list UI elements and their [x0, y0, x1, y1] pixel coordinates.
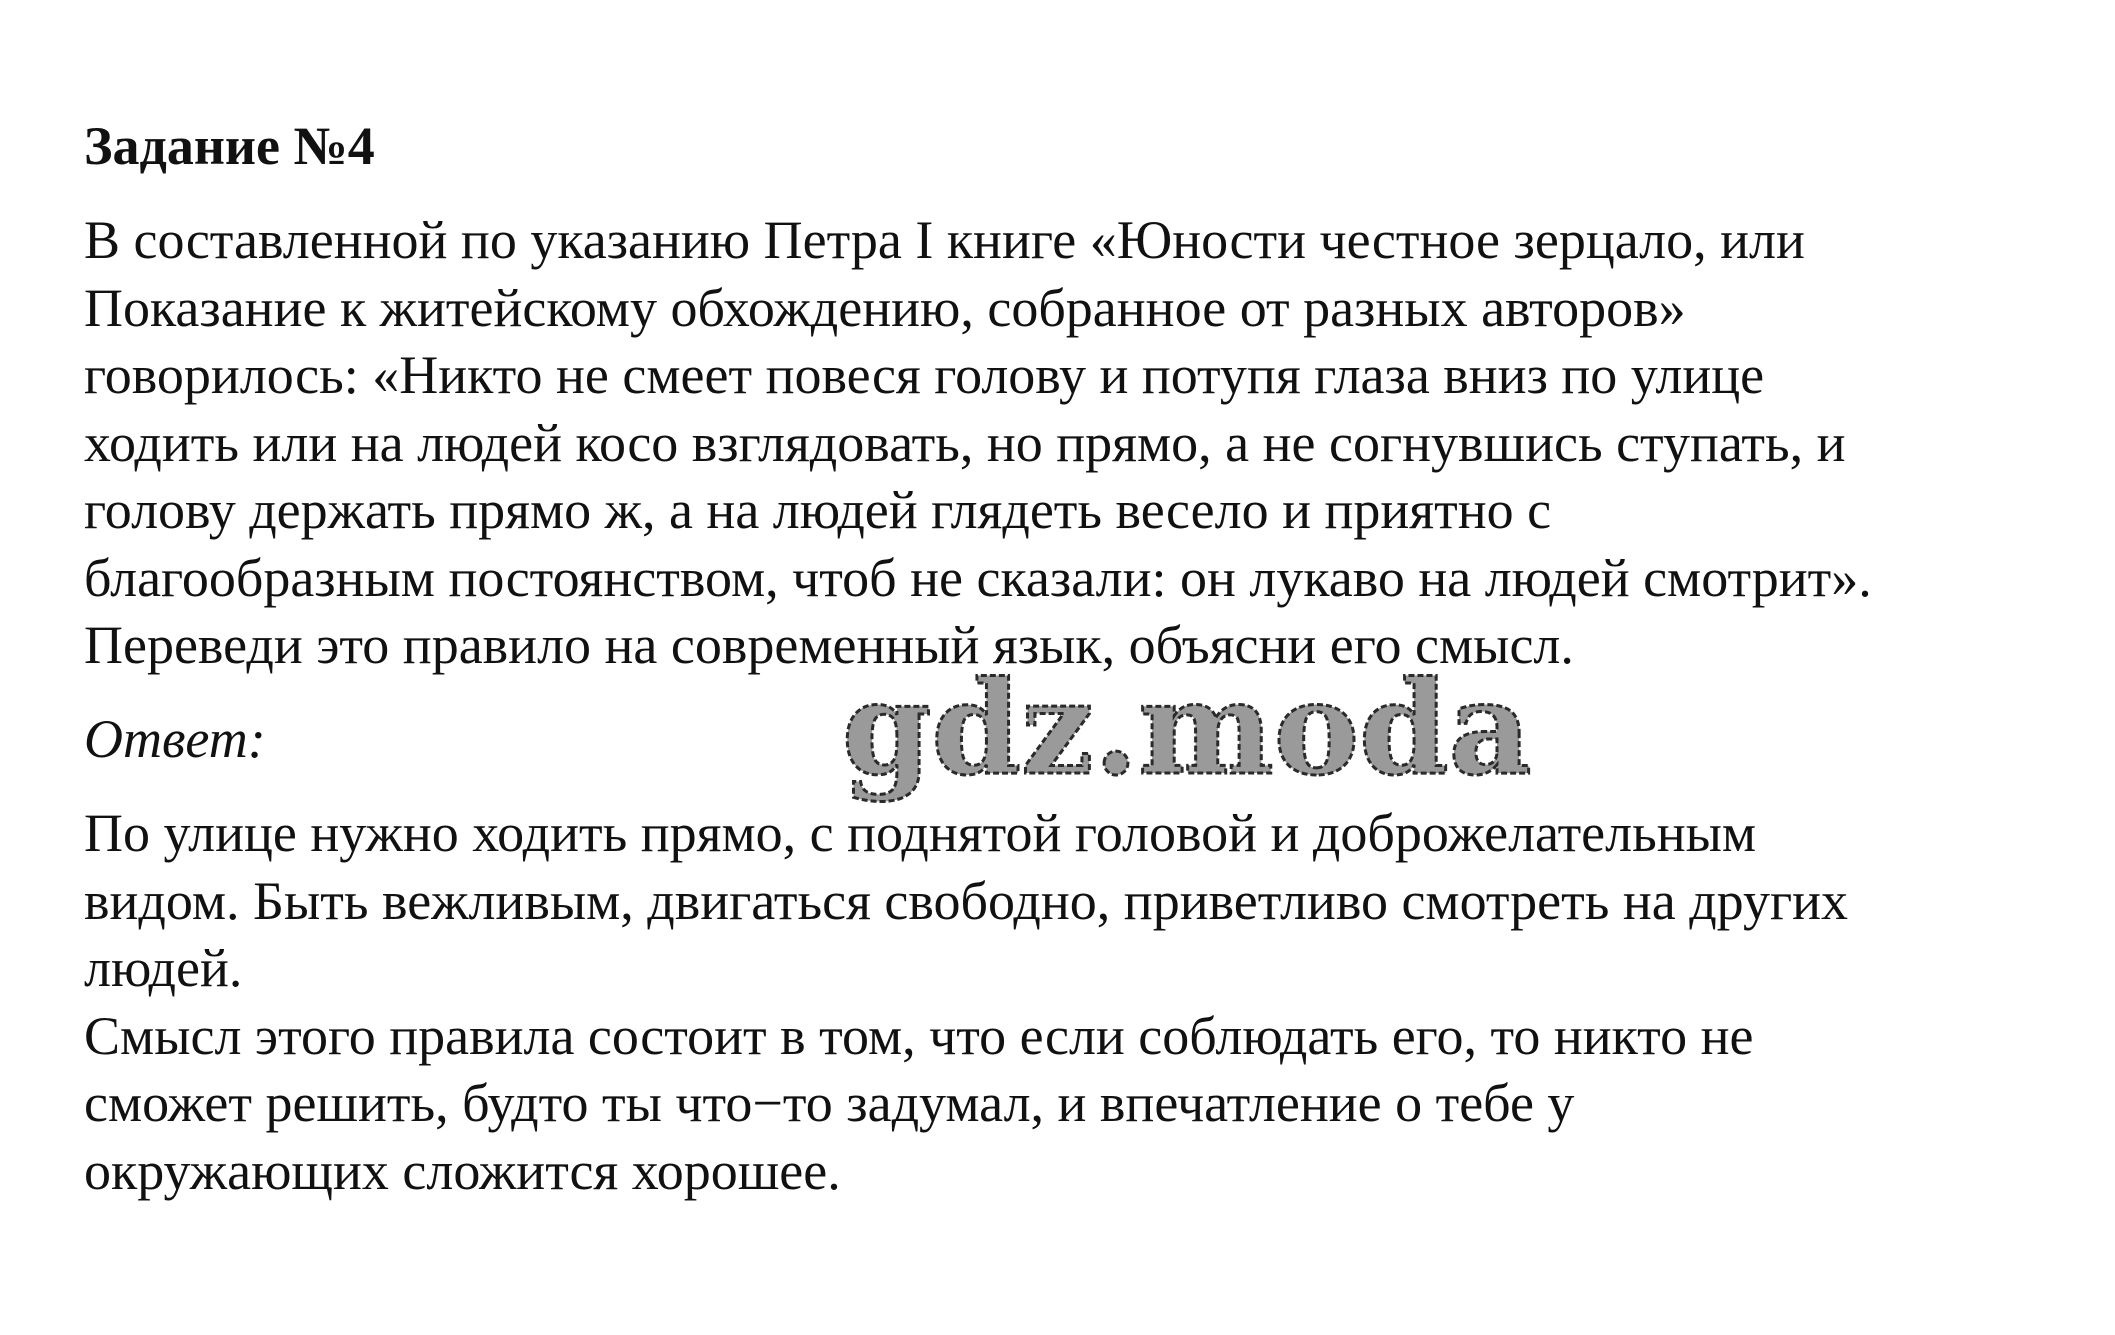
answer-text	[84, 800, 1848, 1205]
question-line: благообразным постоянством, чтоб не сказали: он лукаво на людей смотрит».	[84, 547, 1872, 608]
question-line: Переведи это правило на современный язык, объясни его смысл.	[84, 615, 1574, 675]
question-text	[84, 207, 1872, 680]
answer-line: По улице нужно ходить прямо, с поднятой головой и доброжелательным	[84, 803, 1757, 863]
watermark-text: gdz.moda	[842, 654, 1532, 804]
answer-line: видом. Быть вежливым, двигаться свободно, приветливо смотреть на других	[84, 870, 1849, 931]
watermark-logo	[836, 654, 1532, 815]
question-line: ходить или на людей косо взглядовать, но прямо, а не согнувшись ступать, и	[84, 412, 1846, 473]
question-line: голову держать прямо ж, а на людей глядеть весело и приятно с	[84, 480, 1552, 540]
answer-line: окружающих сложится хорошее.	[84, 1140, 841, 1201]
answer-line: сможет решить, будто ты что−то задумал, и впечатление о тебе у	[84, 1073, 1575, 1133]
answer-line: людей.	[84, 938, 243, 998]
task-title: Задание №4	[84, 116, 375, 176]
question-line: В составленной по указанию Петра I книге «Юности честное зерцало, или	[84, 210, 1805, 270]
answer-label: Ответ:	[84, 709, 266, 769]
question-line: говорилось: «Никто не смеет повеся голову и потупя глаза вниз по улице	[84, 345, 1765, 405]
question-line: Показание к житейскому обхождению, собранное от разных авторов»	[84, 277, 1686, 338]
answer-line: Смысл этого правила состоит в том, что если соблюдать его, то никто не	[84, 1005, 1754, 1066]
